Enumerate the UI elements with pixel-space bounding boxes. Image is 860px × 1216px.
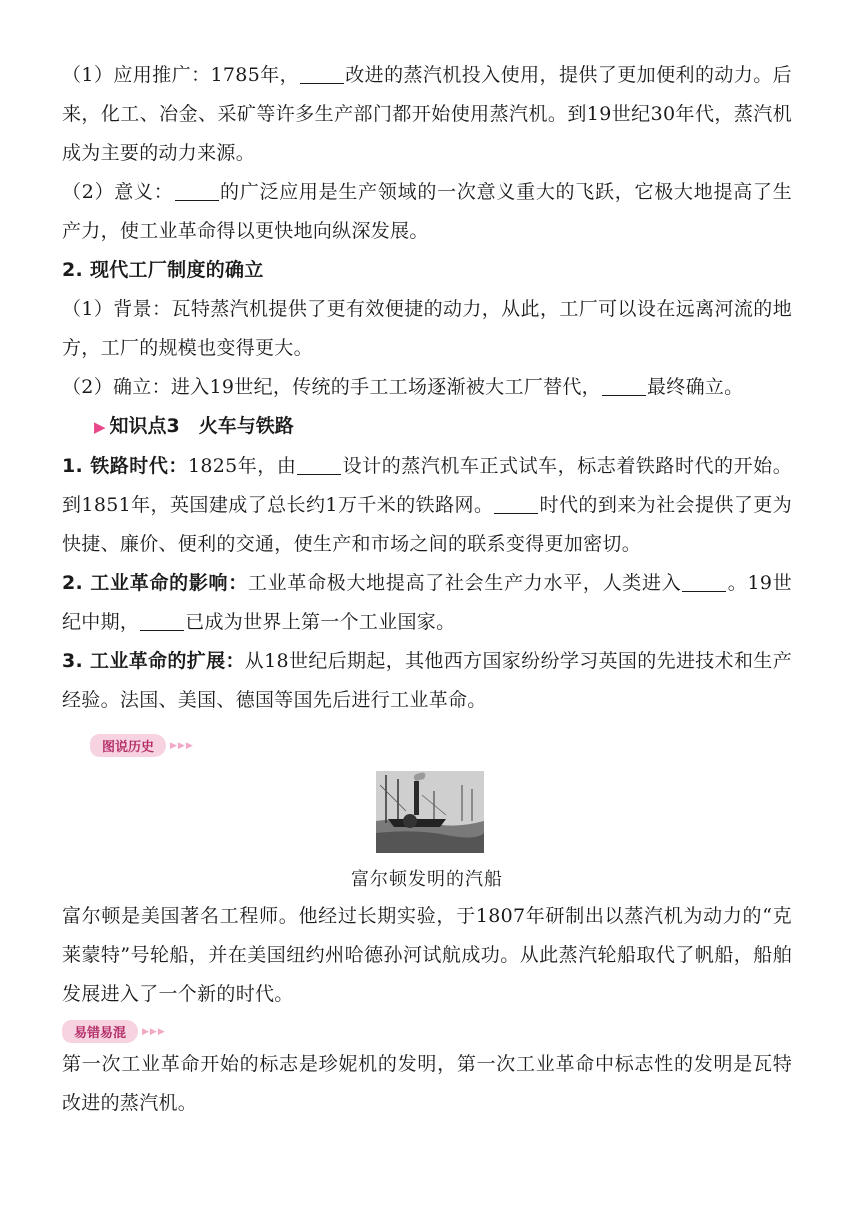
steamboat-image [376,771,484,853]
knowledge-point-heading: ▶ 知识点3 火车与铁路 [94,415,294,437]
answer-blank[interactable] [140,612,184,631]
arrows-icon: ▶▶▶ [142,1026,166,1037]
answer-blank[interactable] [682,573,726,592]
railway-paragraph: 1. 铁路时代：1825年，由 设计的蒸汽机车正式试车，标志着铁路时代的开始。到1851年，英国建成了总长约1万千米的铁路网。 时代的到来为社会提供了更为快捷、廉价、便利的交通，使生产和市场之间的联系变得更加密切。 [62,455,793,555]
answer-blank[interactable] [300,65,344,84]
answer-blank[interactable] [297,456,341,475]
picture-history-tag: 图说历史 ▶▶▶ [90,734,194,757]
page-content [62,56,792,1123]
factory-heading: 2. 现代工厂制度的确立 [62,259,264,281]
figure-caption: 富尔顿发明的汽船 [351,869,503,890]
answer-blank[interactable] [494,495,538,514]
mistake-paragraph: 第一次工业革命开始的标志是珍妮机的发明，第一次工业革命中标志性的发明是瓦特改进的蒸汽机。 [62,1053,792,1114]
application-paragraph: （1）应用推广：1785年， 改进的蒸汽机投入使用，提供了更加便利的动力。后来，化工、冶金、采矿等许多生产部门都开始使用蒸汽机。到19世纪30年代，蒸汽机成为主要的动力来源。 [62,64,792,164]
answer-blank[interactable] [175,182,219,201]
common-mistakes-tag: 易错易混 ▶▶▶ [62,1020,166,1043]
establish-paragraph: （2）确立：进入19世纪，传统的手工工场逐渐被大工厂替代， 最终确立。 [62,376,744,398]
fulton-paragraph: 富尔顿是美国著名工程师。他经过长期实验，于1807年研制出以蒸汽机为动力的“克莱蒙特”号轮船，并在美国纽约州哈德孙河试航成功。从此蒸汽轮船取代了帆船，船舶发展进入了一个新的时代。 [62,905,792,1005]
answer-blank[interactable] [602,377,646,396]
triangle-bullet-icon: ▶ [94,418,106,436]
significance-paragraph: （2）意义： 的广泛应用是生产领域的一次意义重大的飞跃，它极大地提高了生产力，使工业革命得以更快地向纵深发展。 [62,181,792,242]
arrows-icon: ▶▶▶ [170,740,194,751]
impact-paragraph: 2. 工业革命的影响：工业革命极大地提高了社会生产力水平，人类进入 。19世纪中期， 已成为世界上第一个工业国家。 [62,572,792,633]
background-paragraph: （1）背景：瓦特蒸汽机提供了更有效便捷的动力，从此，工厂可以设在远离河流的地方，工厂的规模也变得更大。 [62,298,792,359]
steamboat-figure [62,771,792,895]
spread-paragraph: 3. 工业革命的扩展：从18世纪后期起，其他西方国家纷纷学习英国的先进技术和生产经验。法国、美国、德国等国先后进行工业革命。 [62,650,792,711]
